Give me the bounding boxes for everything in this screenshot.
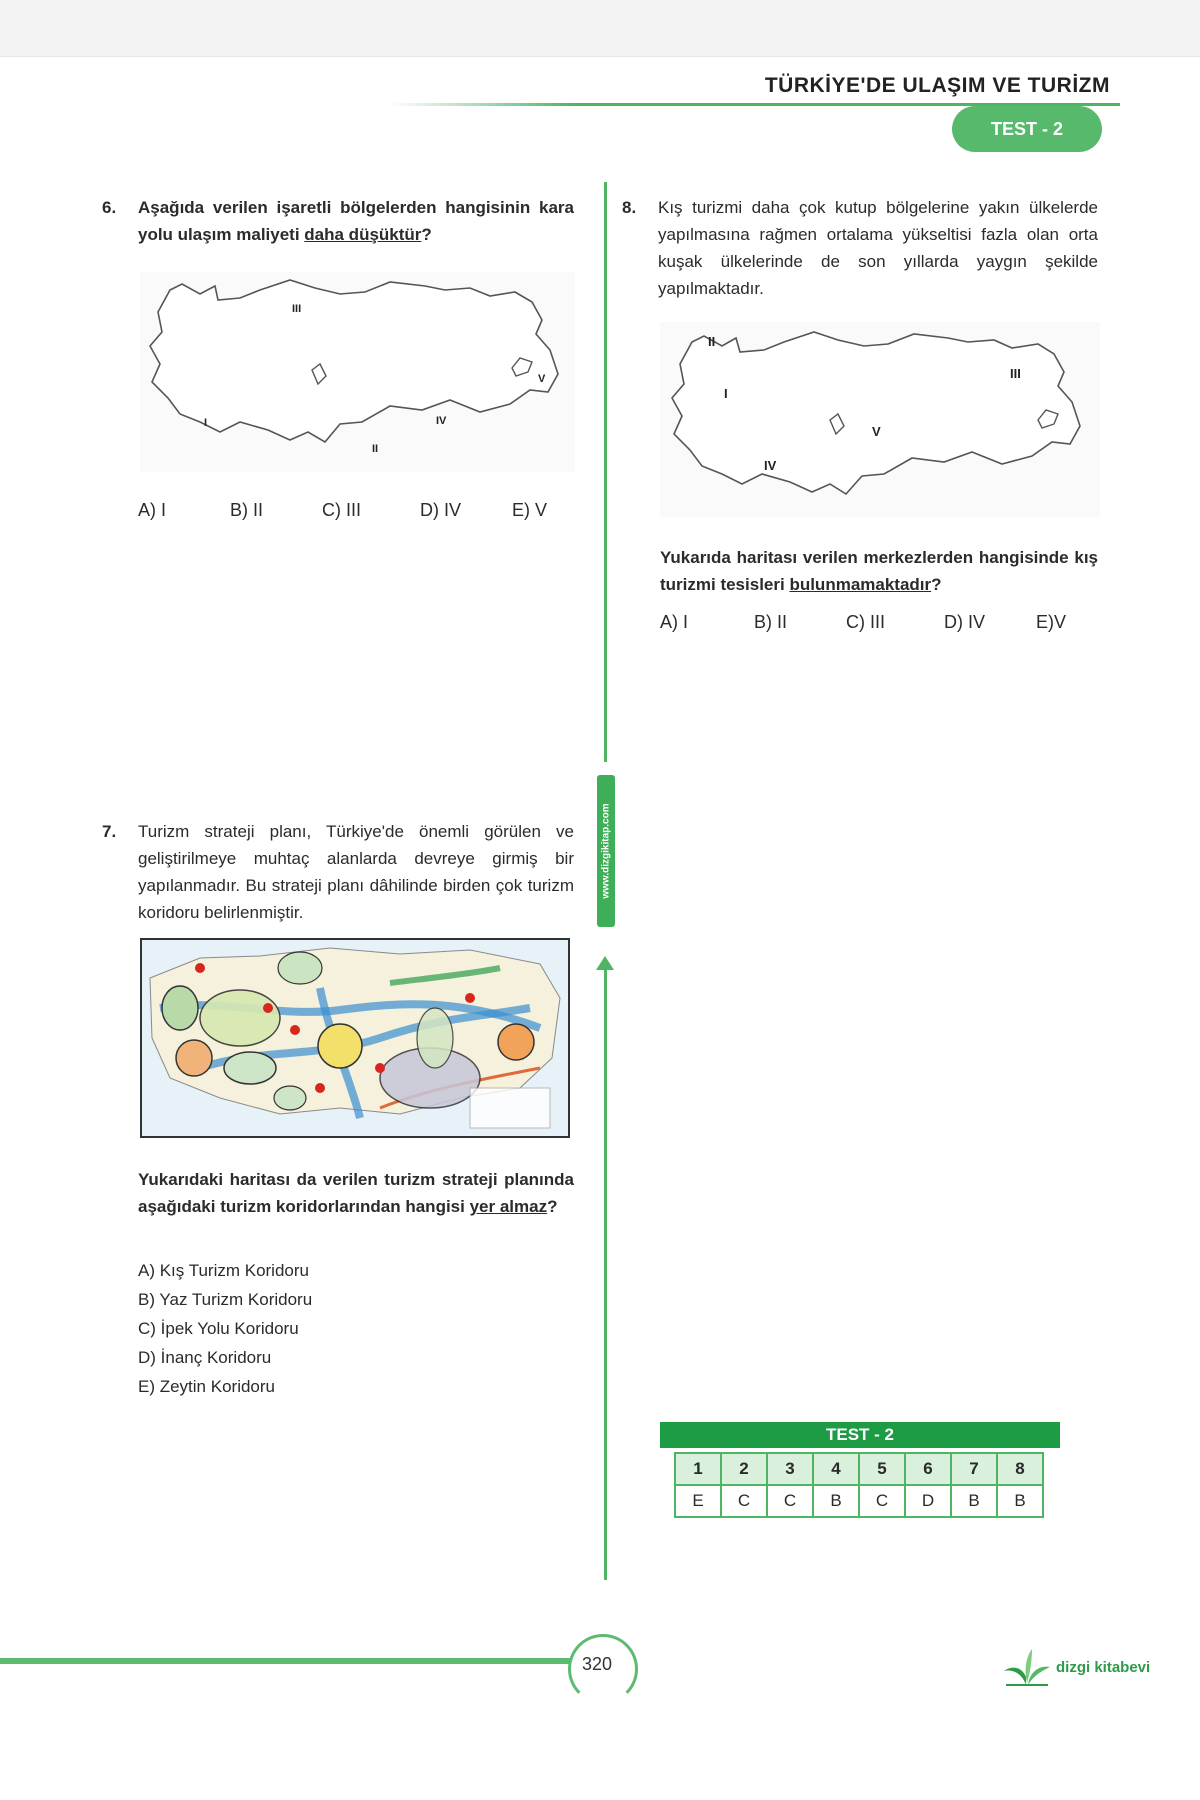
answer-key-number: 4 [813,1453,859,1485]
question-8-prompt: Yukarıda haritası verilen merkezlerden hangisinde kış turizmi tesisleri bulunmamaktadır? [660,548,1098,594]
q7-option-a[interactable]: A) Kış Turizm Koridoru [138,1261,309,1280]
tourism-center-5 [465,993,475,1003]
q6-option-d[interactable]: D) IV [420,500,462,520]
leaf-logo-icon [1002,1645,1052,1689]
question-7-prompt: Yukarıdaki haritası da verilen turizm strateji planında aşağıdaki turizm koridorlarından hangisi yer almaz? [138,1170,574,1216]
map8-label-iv: IV [764,458,777,473]
chapter-title: TÜRKİYE'DE ULAŞIM VE TURİZM [764,74,1110,97]
answer-key-answer: C [721,1485,767,1517]
map6-label-v: V [538,373,546,385]
map6-label-iv: IV [436,415,447,427]
answer-key-answer: B [951,1485,997,1517]
q6-option-e[interactable]: E) V [512,500,548,520]
q8-option-b[interactable]: B) II [754,612,788,632]
tourism-center-4 [195,963,205,973]
question-8-options [660,612,1086,633]
q8-option-a[interactable]: A) I [660,612,689,632]
tourism-region-6 [176,1040,212,1076]
q7-option-c[interactable]: C) İpek Yolu Koridoru [138,1319,299,1338]
map6-label-iii: III [292,303,302,315]
up-arrow-icon [596,956,614,970]
q7-option-d[interactable]: D) İnanç Koridoru [138,1348,272,1367]
column-divider-bottom [604,968,607,1580]
q8-option-d[interactable]: D) IV [944,612,986,632]
map6-label-ii: II [372,443,379,455]
question-8 [622,194,1098,306]
tourism-center-2 [290,1025,300,1035]
tourism-region-4 [318,1024,362,1068]
tourism-region-3 [278,952,322,984]
tourism-strategy-map [140,938,570,1138]
q6-option-b[interactable]: B) II [230,500,264,520]
tourism-center-1 [263,1003,273,1013]
answer-key-number: 3 [767,1453,813,1485]
page-number: 320 [582,1654,613,1674]
question-7 [102,818,574,933]
question-8-text: Kış turizmi daha çok kutup bölgelerine yakın ülkelerde yapılmasına rağmen ortalama yükseltisi fazla olan orta kuşak ülkelerinde de son yıllarda yaygın şekilde yapılmaktadır. [658,198,1098,298]
q7-option-e[interactable]: E) Zeytin Koridoru [138,1377,275,1396]
answer-key-numbers-row [675,1453,1043,1485]
tourism-region-8 [417,1008,453,1068]
question-6-text: Aşağıda verilen işaretli bölgelerden hangisinin kara yolu ulaşım maliyeti daha düşüktür? [138,198,574,244]
question-7-options [138,1256,312,1401]
map8-label-ii: II [708,334,716,349]
map6-label-i: I [204,417,208,429]
question-6-turkey-map [140,272,575,472]
column-divider-top [604,182,607,762]
question-8-turkey-map [660,322,1100,517]
question-8-number: 8. [622,198,637,217]
answer-key-number: 5 [859,1453,905,1485]
answer-key-table [674,1452,1044,1518]
map8-label-i: I [724,386,728,401]
q6-option-c[interactable]: C) III [322,500,361,520]
answer-key-number: 6 [905,1453,951,1485]
answer-key-answer: C [767,1485,813,1517]
tourism-region-10 [274,1086,306,1110]
answer-key-number: 8 [997,1453,1043,1485]
answer-key-answer: C [859,1485,905,1517]
test-badge: TEST - 2 [952,106,1102,152]
q7-option-b[interactable]: B) Yaz Turizm Koridoru [138,1290,313,1309]
q8-option-c[interactable]: C) III [846,612,885,632]
tourism-center-3 [375,1063,385,1073]
question-6 [102,194,574,254]
answer-key-number: 7 [951,1453,997,1485]
map8-label-v: V [872,424,881,439]
tourism-region-5 [224,1052,276,1084]
answer-key-number: 1 [675,1453,721,1485]
footer-rule [0,1658,580,1664]
tourism-region-1 [200,990,280,1046]
q6-option-a[interactable]: A) I [138,500,167,520]
answer-key-number: 2 [721,1453,767,1485]
publisher-side-tag: www.dizgikitap.com [597,775,615,927]
map8-label-iii: III [1010,366,1021,381]
top-bar [0,0,1200,57]
answer-key-answer: B [813,1485,859,1517]
answer-key-answers-row [675,1485,1043,1517]
question-6-number: 6. [102,198,117,217]
publisher-logo-text: dizgi kitabevi [1056,1658,1151,1676]
question-6-options [138,500,572,521]
question-7-number: 7. [102,822,117,841]
q8-option-e[interactable]: E)V [1036,612,1067,632]
publisher-logo [1002,1645,1150,1689]
tourism-region-2 [162,986,198,1030]
answer-key-answer: D [905,1485,951,1517]
tourism-region-9 [498,1024,534,1060]
answer-key-answer: B [997,1485,1043,1517]
tourism-map-legend [470,1088,550,1128]
answer-key-answer: E [675,1485,721,1517]
answer-key-title: TEST - 2 [660,1422,1060,1448]
tourism-center-6 [315,1083,325,1093]
question-7-text: Turizm strateji planı, Türkiye'de önemli görülen ve geliştirilmeye muhtaç alanlarda devreye girmiş bir yapılanmadır. Bu strateji planı dâhilinde birden çok turizm koridoru belirlenmiştir. [138,822,574,922]
